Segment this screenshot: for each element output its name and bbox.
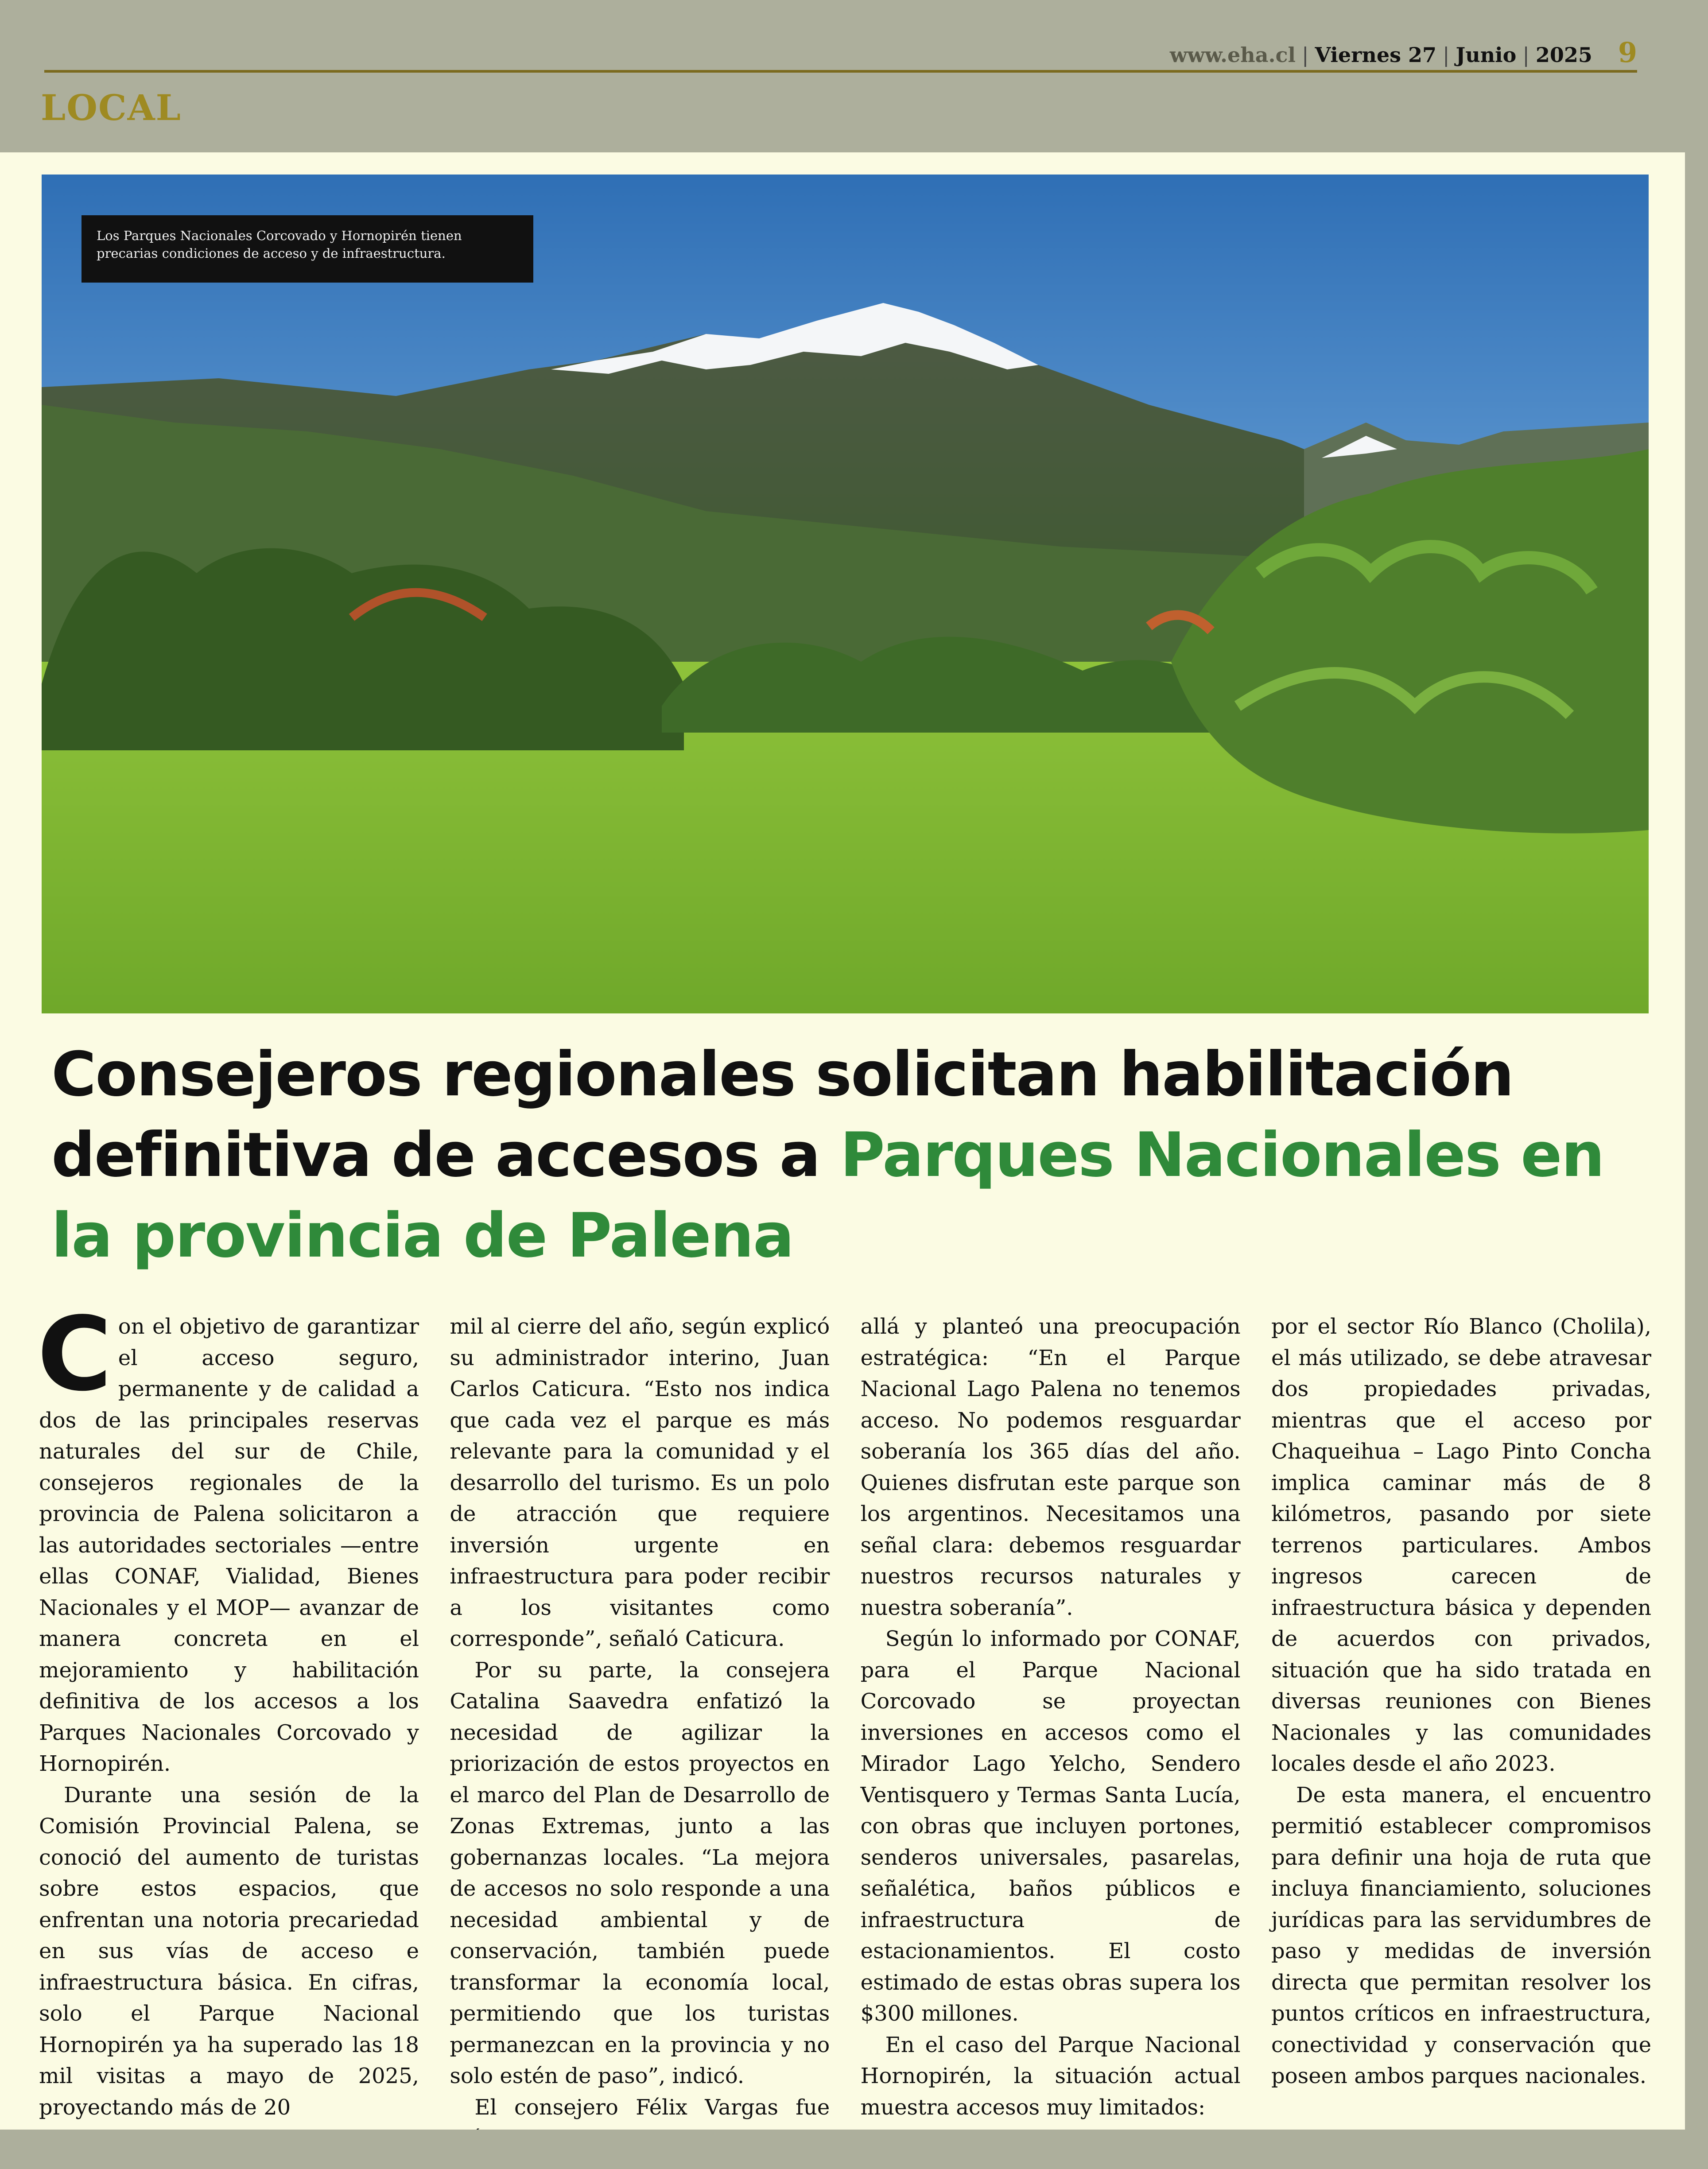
landscape-photo <box>42 175 1649 1013</box>
paragraph: En el caso del Parque Nacional Hornopirén, la situación actual muestra accesos muy limitados: <box>860 2032 1241 2120</box>
website-link[interactable]: www.eha.cl <box>1169 43 1296 67</box>
headline-part-black: Consejeros regionales solicitan habilitación definitiva de accesos a <box>51 1039 1514 1191</box>
header-rule <box>44 70 1637 73</box>
separator: | <box>1522 43 1529 67</box>
paragraph: El consejero Félix Vargas fue <box>474 2095 830 2120</box>
paragraph: por el sector Río Blanco (Cholila), el más utilizado, se debe atravesar dos propiedades privadas, mientras que el acceso por Chaqueihua – Lago Pinto Concha implica caminar más de 8 kilómetros, pasando por siete terrenos particulares. Ambos ingresos carecen de infraestructura básica y dependen de acuerdos con privados, situación que ha sido tratada en diversas reuniones con Bienes Nacionales y las comunidades locales desde el año 2023. <box>1271 1314 1651 1776</box>
date-year: 2025 <box>1535 43 1592 67</box>
drop-cap: C <box>37 1296 112 1414</box>
paragraph: mil al cierre del año, según explicó su administrador interino, Juan Carlos Caticura. “Esto nos indica que cada vez el parque es más relevante para la comunidad y el desarrollo del turismo. Es un polo de atracción que requiere inversión urgente en infraestructura para poder recibir a los visitantes como corresponde”, señaló Caticura. <box>450 1314 830 1651</box>
date-month: Junio <box>1456 43 1517 67</box>
paragraph: Durante una sesión de la Comisión Provincial Palena, se conoció del aumento de turistas sobre estos espacios, que enfrentan una notoria precariedad en sus vías de acceso e infraestructura básica. En cifras, solo el Parque Nacional Hornopirén ya ha superado las 18 mil visitas a mayo de 2025, proyectando más de 20 <box>39 1782 419 2120</box>
paragraph-text: on el objetivo de garantizar el acceso seguro, permanente y de calidad a dos de las principales reservas naturales del sur de Chile, consejeros regionales de la provincia de Palena solicitaron a las autoridades sectoriales —entre ellas CONAF, Vialidad, Bienes Nacionales y el MOP— avanzar de manera concreta en el mejoramiento y habilitación definitiva de los accesos a los Parques Nacionales Corcovado y Hornopirén. <box>39 1314 419 1776</box>
bottom-margin <box>0 2130 1708 2169</box>
paragraph: Por su parte, la consejera Catalina Saavedra enfatizó la necesidad de agilizar la priorización de estos proyectos en el marco del Plan de Desarrollo de Zonas Extremas, junto a las gobernanzas locales. “La mejora de accesos no solo responde a una necesidad ambiental y de conservación, también puede transformar la economía local, permitiendo que los turistas permanezcan en la provincia y no solo estén de paso”, indicó. <box>450 1657 830 2088</box>
headline-part-green: Parques Nacionales en la provincia de Palena <box>51 1119 1604 1271</box>
separator: | <box>1443 43 1450 67</box>
column-1 <box>37 1296 419 2120</box>
photo-caption: Los Parques Nacionales Corcovado y Hornopirén tienen precarias condiciones de acceso y de infraestructura. <box>82 215 533 283</box>
paragraph <box>37 1296 419 1780</box>
page-number: 9 <box>1618 36 1637 69</box>
separator: | <box>1302 43 1309 67</box>
article-headline <box>51 1034 1646 1276</box>
paragraph: De esta manera, el encuentro permitió establecer compromisos para definir una hoja de ruta que incluya financiamiento, soluciones jurídicas para las servidumbres de paso y medidas de inversión directa que permitan resolver los puntos críticos en infraestructura, conectividad y conservación que poseen ambos parques nacionales. <box>1271 1782 1651 2088</box>
paragraph: allá y planteó una preocupación estratégica: “En el Parque Nacional Lago Palena no tenemos acceso. No podemos resguardar soberanía los 365 días del año. Quienes disfrutan este parque son los argentinos. Necesitamos una señal clara: debemos resguardar nuestros recursos naturales y nuestra soberanía”. <box>860 1314 1241 1620</box>
article-body <box>37 1296 1651 2120</box>
section-label: LOCAL <box>41 87 182 128</box>
paragraph: Según lo informado por CONAF, para el Parque Nacional Corcovado se proyectan inversiones en accesos como el Mirador Lago Yelcho, Sendero Ventisquero y Termas Santa Lucía, con obras que incluyen portones, senderos universales, pasarelas, señalética, baños públicos e infraestructura de estacionamientos. El costo estimado de estas obras supera los $300 millones. <box>860 1626 1241 2026</box>
header-meta <box>1170 36 1637 69</box>
date-weekday-day: Viernes 27 <box>1315 43 1437 67</box>
column-2 <box>450 1311 830 2120</box>
column-3 <box>860 1311 1241 2120</box>
column-4 <box>1271 1311 1651 2108</box>
